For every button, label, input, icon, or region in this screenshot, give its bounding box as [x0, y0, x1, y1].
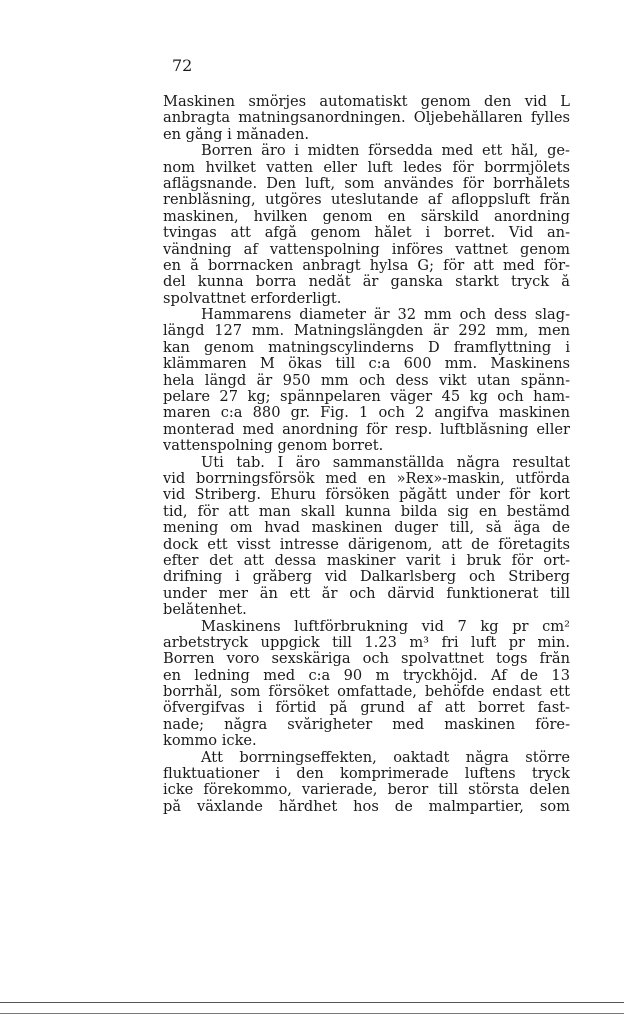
text-line: icke förekommo, varierade, beror till största delen [163, 782, 570, 799]
page-bottom-edge-secondary [0, 1013, 624, 1014]
paragraph-test-results [163, 455, 570, 619]
text-line: längd 127 mm. Matningslängden är 292 mm, men [163, 323, 570, 340]
text-line: drifning i gråberg vid Dalkarlsberg och Striberg [163, 569, 570, 586]
text-line: Maskinen smörjes automatiskt genom den vid L [163, 94, 570, 110]
paragraph-drills [163, 143, 570, 307]
text-line: anbragta matningsanordningen. Oljebehållaren fylles [163, 110, 570, 127]
text-line: kan genom matningscylinderns D framflyttning i [163, 339, 570, 356]
paragraph-lubrication [163, 94, 570, 143]
text-line: monterad med anordning för resp. luftblåsning eller [163, 421, 570, 438]
text-line: på växlande hårdhet hos de malmpartier, som [163, 798, 570, 815]
text-line: hela längd är 950 mm och dess vikt utan spänn- [163, 372, 570, 389]
text-line: Att borrningseffekten, oaktadt några större [201, 749, 570, 766]
text-line: Uti tab. I äro sammanställda några resultat [201, 454, 570, 471]
text-line: tvingas att afgå genom hålet i borret. Vid an- [163, 225, 570, 242]
text-line: dock ett visst intresse därigenom, att de företagits [163, 536, 570, 553]
text-line: nade; några svårigheter med maskinen före- [163, 716, 570, 733]
text-line: Borren voro sexskäriga och spolvattnet togs från [163, 651, 570, 668]
text-line: vändning af vattenspolning införes vattnet genom [163, 241, 570, 258]
page-bottom-edge [0, 1002, 624, 1003]
text-line: borrhål, som försöket omfattade, behöfde endast ett [163, 684, 570, 701]
text-line: pelare 27 kg; spännpelaren väger 45 kg och ham- [163, 389, 570, 406]
text-line: spolvattnet erforderligt. [163, 290, 342, 307]
text-line: vattenspolning genom borret. [163, 438, 384, 455]
text-line: Hammarens diameter är 32 mm och dess slag- [201, 307, 570, 324]
text-line: fluktuationer i den komprimerade luftens tryck [163, 766, 570, 783]
text-line: belåtenhet. [163, 602, 247, 619]
text-line: vid borrningsförsök med en »Rex»-maskin, utförda [163, 470, 570, 487]
text-line: renblåsning, utgöres uteslutande af afloppsluft från [163, 192, 570, 209]
paragraph-drilling-effect [163, 750, 570, 816]
body-text [163, 94, 570, 815]
text-line: en gång i månaden. [163, 126, 310, 143]
text-line: efter det att dessa maskiner varit i bruk för ort- [163, 552, 570, 569]
text-line: Borren äro i midten försedda med ett hål, ge- [201, 143, 570, 160]
text-line: arbetstryck uppgick till 1.23 m³ fri luft pr min. [163, 634, 570, 651]
text-line: del kunna borra nedåt är ganska starkt tryck å [163, 274, 570, 291]
text-line: en å borrnacken anbragt hylsa G; för att med för- [163, 257, 570, 274]
paragraph-air-consumption [163, 619, 570, 750]
text-line: mening om hvad maskinen duger till, så äga de [163, 520, 570, 537]
text-line: Maskinens luftförbrukning vid 7 kg pr cm² [201, 618, 570, 635]
text-line: under mer än ett år och därvid funktionerat till [163, 585, 570, 602]
paragraph-hammer-dimensions [163, 307, 570, 455]
text-line: nom hvilket vatten eller luft ledes för borrmjölets [163, 159, 570, 176]
text-line: en ledning med c:a 90 m tryckhöjd. Af de 13 [163, 667, 570, 684]
text-line: klämmaren M ökas till c:a 600 mm. Maskinens [163, 356, 570, 373]
text-line: aflägsnande. Den luft, som användes för borrhålets [163, 175, 570, 192]
page-number: 72 [172, 56, 193, 75]
text-line: vid Striberg. Ehuru försöken pågått under för kort [163, 487, 570, 504]
text-line: maren c:a 880 gr. Fig. 1 och 2 angifva maskinen [163, 405, 570, 422]
text-line: öfvergifvas i förtid på grund af att borret fast- [163, 700, 570, 717]
text-line: tid, för att man skall kunna bilda sig en bestämd [163, 503, 570, 520]
text-line: maskinen, hvilken genom en särskild anordning [163, 208, 570, 225]
text-line: kommo icke. [163, 733, 257, 750]
